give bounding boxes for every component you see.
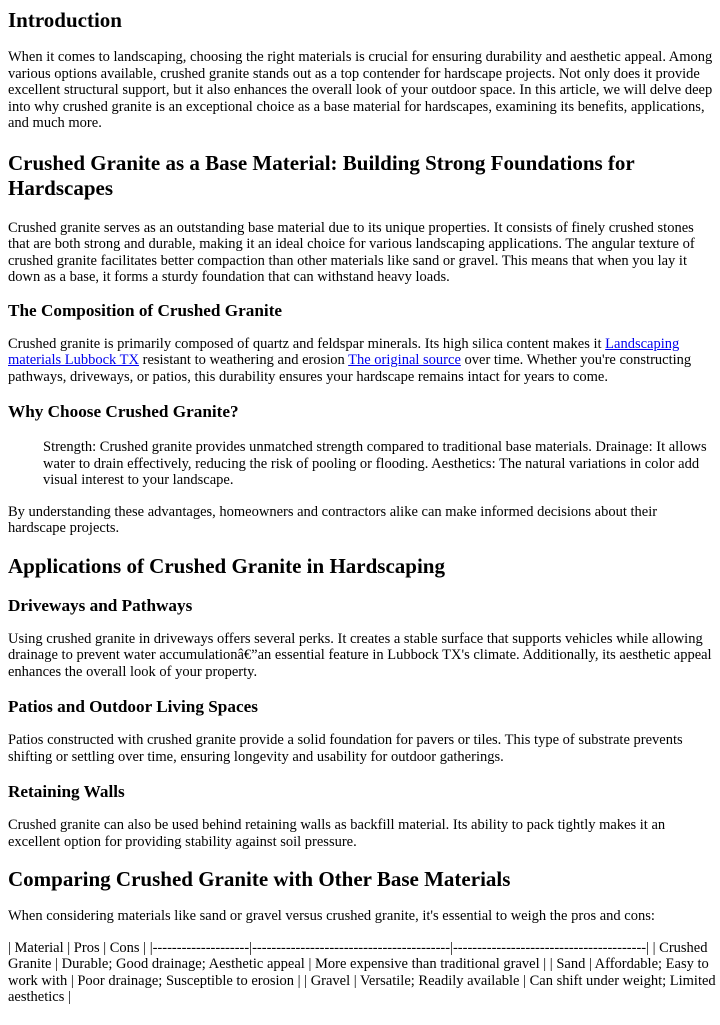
driveways-heading: Driveways and Pathways xyxy=(8,595,193,615)
driveways-paragraph: Using crushed granite in driveways offers several perks. It creates a stable surface that supports vehicles while allowing drainage to prevent water accumulationâ€”an essential feature in Lubbock TX's climate. Additionally, its aesthetic appeal enhances the overall look of your property. xyxy=(8,630,712,680)
comparing-paragraph: When considering materials like sand or gravel versus crushed granite, it's essential to weigh the pros and cons: xyxy=(8,908,655,924)
base-material-heading: Crushed Granite as a Base Material: Building Strong Foundations for Hardscapes xyxy=(8,150,635,200)
patios-paragraph: Patios constructed with crushed granite provide a solid foundation for pavers or tiles. This type of substrate prevents shifting or settling over time, ensuring longevity and usability for outdoor gatherings. xyxy=(8,732,683,765)
base-material-paragraph: Crushed granite serves as an outstanding base material due to its unique properties. It consists of finely crushed stones that are both strong and durable, making it an ideal choice for various landscaping applications. The angular texture of crushed granite facilitates better compaction than other materials like sand or gravel. This means that when you lay it down as a base, it forms a sturdy foundation that can withstand heavy loads. xyxy=(8,219,695,285)
applications-heading: Applications of Crushed Granite in Hardscaping xyxy=(8,553,445,578)
why-choose-paragraph: By understanding these advantages, homeowners and contractors alike can make informed decisions about their hardscape projects. xyxy=(8,503,658,536)
comparing-heading: Comparing Crushed Granite with Other Base Materials xyxy=(8,867,511,891)
article xyxy=(0,8,720,1006)
comparison-table-raw: | Material | Pros | Cons | |--------------------|-----------------------------------------|----------------------------------------| | Crushed Granite | Durable; Good drainage; Aesthetic appeal | More expensive than traditional gravel | | Sand | Affordable; Easy to work with | Poor drainage; Susceptible to erosion | | Gravel | Versatile; Readily available | Can shift under weight; Limited aesthetics | xyxy=(8,939,716,1005)
composition-paragraph xyxy=(8,336,718,386)
composition-text-before: Crushed granite is primarily composed of quartz and feldspar minerals. Its high silica content makes it xyxy=(8,335,606,352)
original-source-link[interactable]: The original source xyxy=(348,352,461,368)
benefits-quote: Strength: Crushed granite provides unmatched strength compared to traditional base materials. Drainage: It allows water to drain effectively, reducing the risk of pooling or flooding. Aesthetics: The natural variations in color add visual interest to your landscape. xyxy=(43,439,707,488)
patios-heading: Patios and Outdoor Living Spaces xyxy=(8,697,258,716)
retaining-walls-paragraph: Crushed granite can also be used behind retaining walls as backfill material. Its ability to pack tightly makes it an excellent option for providing stability against soil pressure. xyxy=(8,817,666,850)
intro-heading: Introduction xyxy=(8,8,122,32)
composition-text-after: over time. Whether you're constructing pathways, driveways, or patios, this durability ensures your hardscape remains intact for years to come. xyxy=(8,352,692,385)
landscaping-materials-link[interactable]: Landscaping materials Lubbock TX xyxy=(8,335,680,368)
composition-text-middle: resistant to weathering and erosion xyxy=(139,352,349,368)
composition-heading: The Composition of Crushed Granite xyxy=(8,300,283,320)
retaining-walls-heading: Retaining Walls xyxy=(8,782,125,801)
intro-paragraph: When it comes to landscaping, choosing the right materials is crucial for ensuring durability and aesthetic appeal. Among various options available, crushed granite stands out as a top contender for hardscape projects. Not only does it provide excellent structural support, but it also enhances the overall look of your outdoor space. In this article, we will delve deep into why crushed granite is an exceptional choice as a base material for hardscapes, examining its benefits, applications, and much more. xyxy=(8,49,713,131)
why-choose-heading: Why Choose Crushed Granite? xyxy=(8,402,239,421)
